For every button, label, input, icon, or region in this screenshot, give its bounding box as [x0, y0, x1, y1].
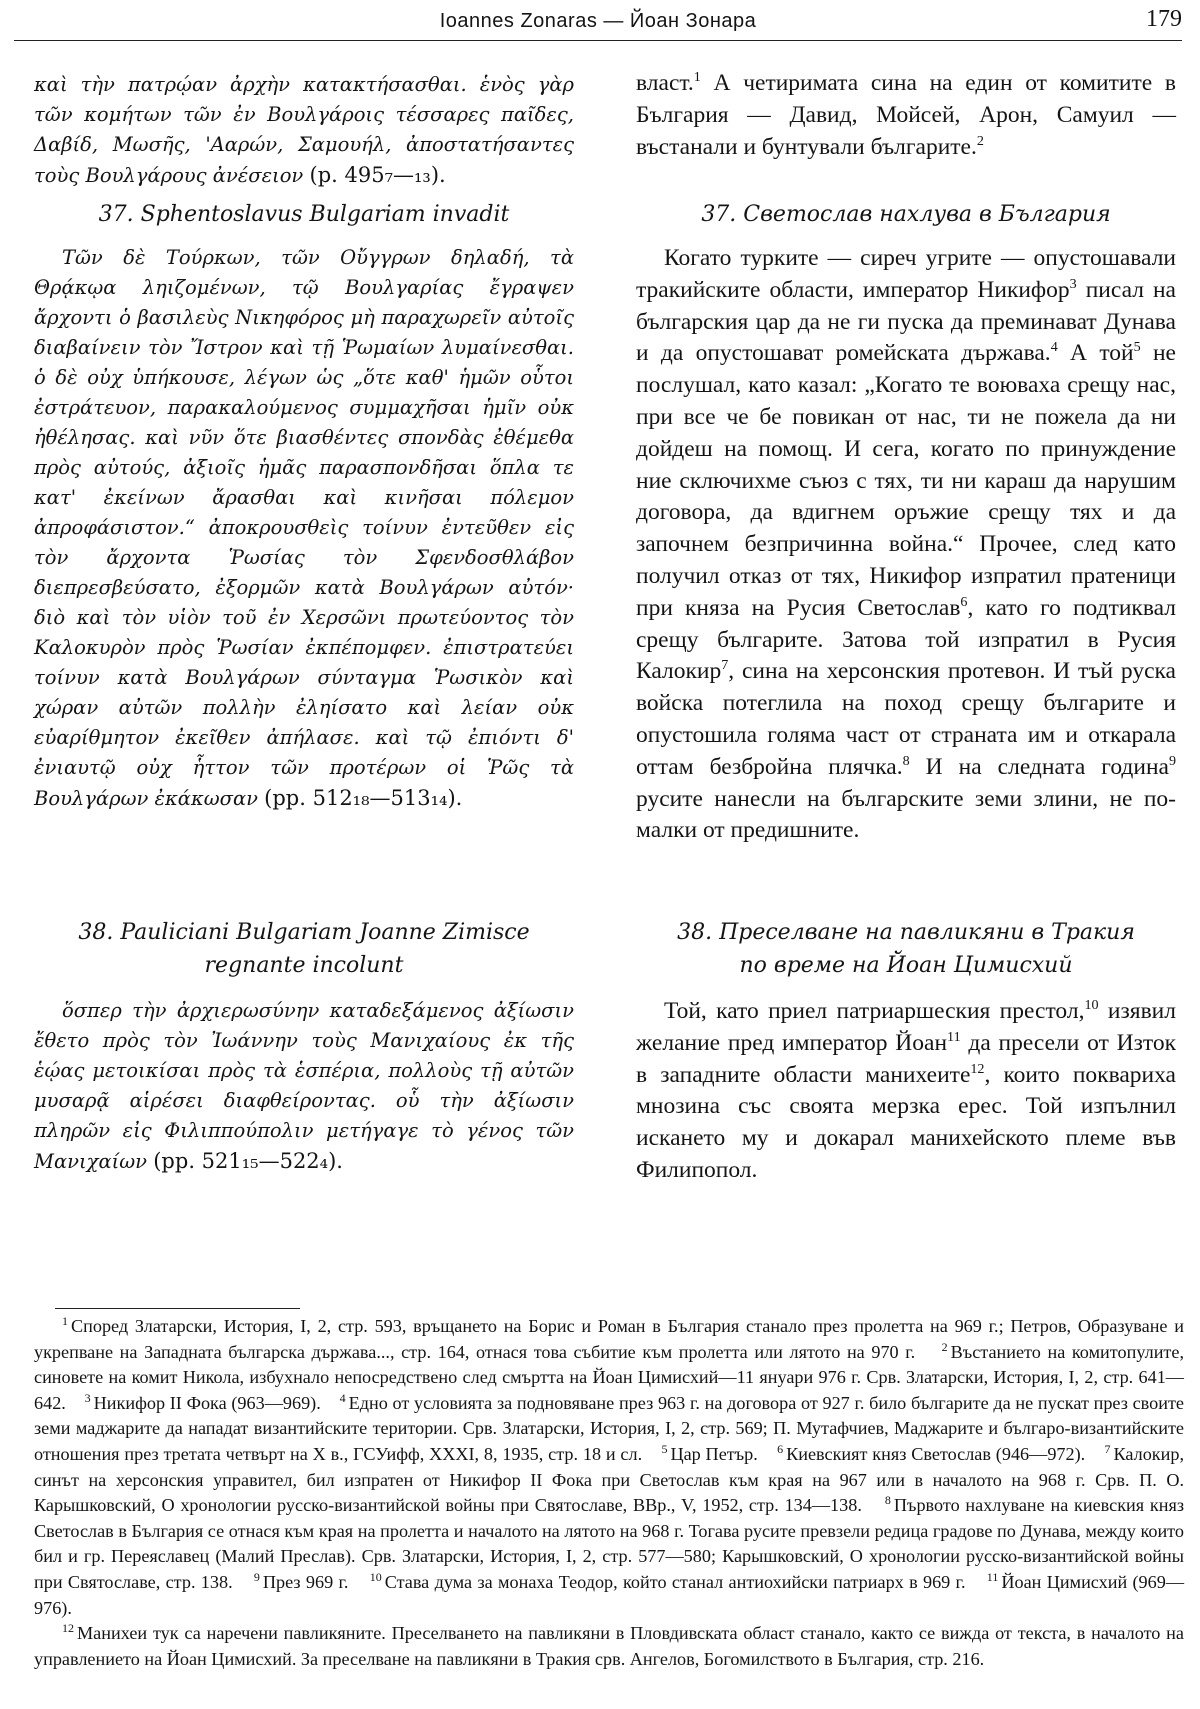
bulgarian-text: А четиримата сина на един от комитите в България — Давид, Мойсей, Арон, Самуил — въстанали и бунтували българите. — [636, 70, 1176, 160]
bulgarian-text: русите нанесли на българските земи злини, не по-малки от предишните. — [636, 785, 1176, 844]
footnote-text: Едно от условията за подновяване през 963 г. на договора от 927 г. било българите да не пускат през своите земи маджарите да нападат византийските територии. Срв. Златарски, История, I, 2, стр. 569; П. Мутафчиев, Маджарите и българо-византийските отношения през третата четвърт на X в., ГСУифф, XXXI, 8, 1935, стр. 18 и сл. — [34, 1392, 1184, 1464]
greek-text: ὅσπερ τὴν ἀρχιερωσύνην καταδεξάμενος ἀξίωσιν ἔθετο πρὸς τὸν Ἰωάννην τοὺς Μανιχαίους ἐκ τῆς ἑῴας μετοικίσαι πρὸς τὰ ἑσπέρια, πολλοὺς τῇ αὐτῶν μυσαρᾷ αἱρέσει διαφθείροντας. οὗ τὴν ἀξίωσιν πληρῶν εἰς Φιλιππούπολιν μετήγαγε τὸ γένος τῶν Μανιχαίων — [34, 999, 574, 1173]
footnote-text: Според Златарски, История, I, 2, стр. 593, връщането на Борис и Роман в България станало през пролетта на 969 г.; Петров, Образуване и укрепване на Западната българска държава..., стр. 164, отнася това събитие към пролетта или лятото на 970 г. — [34, 1316, 1184, 1362]
section-heading-latin: regnante incolunt — [204, 953, 404, 978]
footnote-ref: 12 — [970, 1060, 985, 1077]
footnotes — [34, 1314, 1184, 1672]
bulgarian-text: не послушал, като казал: „Когато те воюваха срещу нас, при все че бе повикан от нас, ти не пожела да ни дойдеш на помощ. И сега, когато по принуждение ние сключихме съюз с тях, ти ни караш да нарушим договора, да вдигнем оръжие срещу тях и да започнем безпричинна война.“ Прочее, след като получил отказ от тях, Никифор изпратил пратеници при княза на Русия Светослав — [636, 340, 1176, 621]
footnote-number: 2 — [941, 1339, 948, 1354]
section-heading-latin: 38. Pauliciani Bulgariam Joanne Zimisce — [78, 920, 530, 945]
footnote-text: Цар Петър. — [670, 1443, 758, 1464]
greek-reference: (pp. 512₁₈—513₁₄). — [264, 786, 463, 810]
running-title: Ioannes Zonaras — Йоан Зонара — [439, 10, 757, 32]
footnote — [34, 1623, 1184, 1669]
greek-continuation — [34, 70, 574, 191]
footnote-number: 10 — [369, 1569, 382, 1584]
footnote-ref: 8 — [902, 752, 910, 769]
bulgarian-text: власт. — [636, 70, 694, 96]
footnote-number: 5 — [661, 1441, 668, 1456]
footnote-number: 12 — [62, 1621, 74, 1636]
bulgarian-text: изявил желание пред император Йоан — [636, 998, 1176, 1056]
bulgarian-text: И на следната година — [909, 753, 1169, 780]
footnote-ref: 11 — [947, 1028, 961, 1045]
footnote-number: 4 — [339, 1390, 346, 1405]
greek-text: καὶ τὴν πατρῴαν ἀρχὴν κατακτήσασθαι. ἑνὸς γὰρ τῶν κομήτων τῶν ἐν Βουλγάροις τέσσαρες παῖδες, Δαβίδ, Μωσῆς, 'Ααρών, Σαμουήλ, ἀποστατήσαντες τοὺς Βουλγάρους ἀνέσειον — [34, 73, 574, 187]
footnote-text: Въстанието на комитопулите, синовете на комит Никола, избухнало непосредствено след смъртта на Йоан Цимисхий—11 януари 976 г. Срв. Златарски, История, I, 2, стр. 641—642. — [34, 1341, 1185, 1413]
bulgarian-text: , сина на херсонския протевон. И тъй руска войска потеглила на поход срещу българите и опустошила голяма част от страната им и откарала оттам безбройна плячка. — [636, 658, 1176, 780]
footnote-ref: 6 — [960, 593, 968, 610]
running-head — [14, 4, 1182, 41]
footnote-number: 6 — [777, 1441, 784, 1456]
footnote — [71, 1390, 321, 1413]
bulgarian-text: да пресели от Изток в западните области манихеите — [636, 1029, 1176, 1088]
bulgarian-text: , които поквариха мнозина със своята мерзка ерес. Той изпълнил искането му и докарал манихейското племе във Филипопол. — [636, 1061, 1176, 1183]
footnote-number: 1 — [62, 1313, 68, 1328]
section-heading-bulgarian: по време на Йоан Цимисхий — [739, 953, 1073, 978]
footnote — [354, 1569, 966, 1592]
section-37-bulgarian — [636, 198, 1176, 847]
footnote-text: През 969 г. — [262, 1571, 349, 1592]
page-number: 179 — [1146, 6, 1182, 32]
footnote-number: 3 — [84, 1390, 91, 1405]
footnote-ref: 9 — [1168, 752, 1177, 769]
footnote-text: Калокир, синът на херсонския управител, бил изпратен от Никифор II Фока при Светослав към края на 967 или в началото на 968 г. Срв. П. О. Карышковский, О хронологии русско-византийской войны при Святославе, ВВр., V, 1952, стр. 134—138. — [34, 1443, 1185, 1516]
footnote-ref: 1 — [693, 69, 701, 86]
section-heading-bulgarian: 38. Преселване на павликяни в Тракия — [677, 920, 1135, 945]
greek-reference: (p. 495₇—₁₃). — [309, 163, 446, 187]
footnote-text: Йоан Цимисхий (969—976). — [34, 1571, 1185, 1618]
footnote-text: Никифор II Фока (963—969). — [93, 1392, 321, 1413]
footnote-ref: 10 — [1084, 997, 1099, 1014]
greek-reference: (pp. 521₁₅—522₄). — [153, 1149, 343, 1173]
footnote-ref: 7 — [721, 657, 729, 674]
section-heading-latin: 37. Sphentoslavus Bulgariam invadit — [98, 202, 510, 227]
footnote-number: 9 — [253, 1569, 260, 1584]
bulgarian-text: Когато турките — сиреч угрите — опустошавали тракийските области, император Никифор — [636, 245, 1176, 303]
section-37-latin — [34, 198, 574, 814]
footnote-ref: 2 — [976, 132, 984, 149]
footnote-text: Манихеи тук са наречени павликяните. Преселването на павликяни в Пловдивската област станало, както се вижда от текста, в началото на управлението на Йоан Цимисхий. За преселване на павликяни в Тракия срв. Ангелов, Богомилството в България, стр. 216. — [34, 1623, 1184, 1669]
bulgarian-text: писал на българския цар да не ги пуска да преминават Дунава и да опустошават ромейската държава. — [636, 276, 1176, 367]
footnote-number: 7 — [1104, 1441, 1111, 1456]
footnote — [647, 1441, 758, 1464]
footnote-text: Киевският княз Светослав (946—972). — [786, 1443, 1086, 1464]
footnote — [763, 1441, 1086, 1464]
footnote-text: Става дума за монаха Теодор, който станал антиохийски патриарх в 969 г. — [384, 1571, 966, 1592]
footnote-number: 11 — [986, 1569, 999, 1584]
footnote-ref: 5 — [1133, 339, 1141, 356]
footnote — [238, 1569, 349, 1592]
section-heading-bulgarian: 37. Светослав нахлува в България — [701, 202, 1111, 227]
footnote-ref: 4 — [1050, 339, 1058, 356]
section-38-latin — [34, 916, 574, 1177]
bulgarian-text: , като го подтиквал срещу българите. Затова той изпратил в Русия Калокир — [636, 594, 1176, 685]
footnote-ref: 3 — [1069, 275, 1077, 292]
footnote-number: 8 — [884, 1493, 891, 1508]
greek-text: Τῶν δὲ Τούρκων, τῶν Οὔγγρων δηλαδή, τὰ Θρᾴκῳα ληιζομένων, τῷ Βουλγαρίας ἔγραψεν ἄρχοντι ὁ βασιλεὺς Νικηφόρος μὴ παραχωρεῖν αὐτοῖς διαβαίνειν τὸν Ἴστρον καὶ τῇ Ῥωμαίων λυμαίνεσθαι. ὁ δὲ οὐχ ὑπήκουσε, λέγων ὡς „ὅτε καθ' ἡμῶν οὗτοι ἐστράτευον, παρακαλούμενος συμμαχῆσαι ἡμῖν οὐκ ἠθέλησας. καὶ νῦν ὅτε βιασθέντες σπονδὰς ἐθέμεθα πρὸς αὐτούς, ἀξιοῖς ἡμᾶς παρασπονδῆσαι ὅπλα τε κατ' ἐκείνων ἄρασθαι καὶ κινῆσαι πόλεμον ἀπροφάσιστον.“ ἀποκρουσθεὶς τοίνυν ἐντεῦθεν εἰς τὸν ἄρχοντα Ῥωσίας τὸν Σφενδοσθλάβον διεπρεσβεύσατο, ἐξορμῶν κατὰ Βουλγάρων αὐτόν· διὸ καὶ τὸν υἱὸν τοῦ ἐν Χερσῶνι πρωτεύοντος τὸν Καλοκυρὸν πρὸς Ῥωσίαν ἐκπέπομφεν. ἐπιστρατεύει τοίνυν κατὰ Βουλγάρων σύνταγμα Ῥωσικὸν καὶ χώραν αὐτῶν πολλὴν ἐληίσατο καὶ λείαν οὐκ εὐαρίθμητον ἐκεῖθεν ἀπήλασε. καὶ τῷ ἐπιόντι δ' ἐνιαυτῷ οὐχ ἧττον τῶν προτέρων οἱ Ῥῶς τὰ Βουλγάρων ἐκάκωσαν — [34, 246, 574, 810]
bulgarian-text: Той, като приел патриаршеския престол, — [664, 998, 1085, 1024]
bulgarian-continuation — [636, 68, 1176, 163]
section-38-bulgarian — [636, 916, 1176, 1187]
footnote-divider — [55, 1308, 300, 1309]
bulgarian-text: А той — [1057, 340, 1134, 367]
footnote-text: Първото нахлуване на киевския княз Светослав в България се отнася към края на пролетта и началото на лятото на 968 г. Тогава русите превзели редица градове по Дунава, между които бил и гр. Переяславец (Малий Преслав). Срв. Златарски, История, I, 2, стр. 577—580; Карышковский, О хронологии русско-византийской войны при Святославе, стр. 138. — [34, 1495, 1185, 1592]
